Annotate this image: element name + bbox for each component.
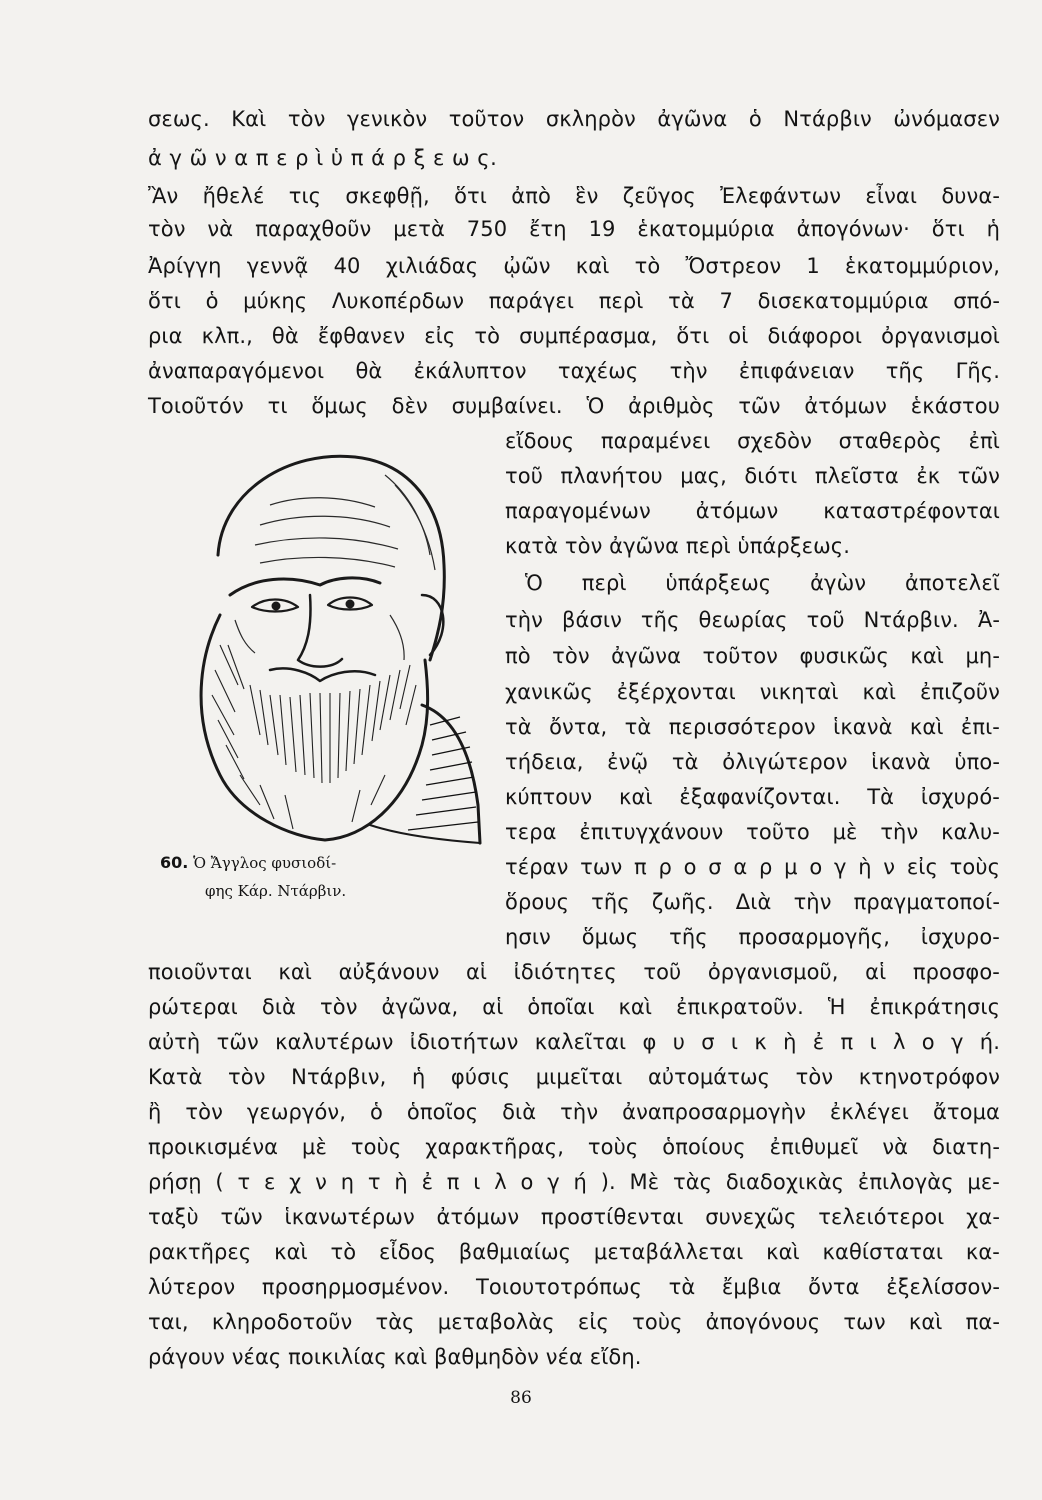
text-line: αὐτὴ τῶν καλυτέρων ἰδιοτήτων καλεῖται φ υ σ ι κ ὴ ἐ π ι λ ο γ ή. bbox=[148, 1030, 1000, 1054]
text-line: πὸ τὸν ἀγῶνα τοῦτον φυσικῶς καὶ μη- bbox=[505, 644, 1000, 668]
page-number: 86 bbox=[510, 1388, 532, 1408]
text-line: ἀ γ ῶ ν α π ε ρ ὶ ὑ π ά ρ ξ ε ω ς. bbox=[148, 146, 498, 170]
text-line: Ἂν ἤθελέ τις σκεφθῇ, ὅτι ἀπὸ ἓν ζεῦγος Ἐλεφάντων εἶναι δυνα- bbox=[148, 184, 1000, 208]
text-line: ἢ τὸν γεωργόν, ὁ ὁποῖος διὰ τὴν ἀναπροσαρμογὴν ἐκλέγει ἄτομα bbox=[148, 1100, 1000, 1124]
text-line: τέραν των π ρ ο σ α ρ μ ο γ ὴ ν εἰς τοὺς bbox=[505, 855, 1000, 879]
text-line: τὴν βάσιν τῆς θεωρίας τοῦ Ντάρβιν. Ἀ- bbox=[505, 608, 1000, 632]
text-line: Τοιοῦτόν τι ὅμως δὲν συμβαίνει. Ὁ ἀριθμὸς τῶν ἀτόμων ἑκάστου bbox=[148, 394, 1000, 418]
text-line: ρώτεραι διὰ τὸν ἀγῶνα, αἱ ὁποῖαι καὶ ἐπικρατοῦν. Ἡ ἐπικράτησις bbox=[148, 995, 1000, 1019]
text-line: Ὁ περὶ ὑπάρξεως ἀγὼν ἀποτελεῖ bbox=[525, 571, 1000, 595]
text-line: σεως. Καὶ τὸν γενικὸν τοῦτον σκληρὸν ἀγῶνα ὁ Ντάρβιν ὠνόμασεν bbox=[148, 107, 1000, 131]
text-line: ὅρους τῆς ζωῆς. Διὰ τὴν πραγματοποί- bbox=[505, 890, 1000, 914]
text-line: κατὰ τὸν ἀγῶνα περὶ ὑπάρξεως. bbox=[505, 534, 851, 558]
text-line: ταξὺ τῶν ἱκανωτέρων ἀτόμων προστίθενται συνεχῶς τελειότεροι χα- bbox=[148, 1205, 1000, 1229]
text-line: εἴδους παραμένει σχεδὸν σταθερὸς ἐπὶ bbox=[505, 429, 1000, 453]
text-line: τὰ ὄντα, τὰ περισσότερον ἱκανὰ καὶ ἐπι- bbox=[505, 715, 1000, 739]
text-line: προικισμένα μὲ τοὺς χαρακτῆρας, τοὺς ὁποίους ἐπιθυμεῖ νὰ διατη- bbox=[148, 1135, 1000, 1159]
text-line: τὸν νὰ παραχθοῦν μετὰ 750 ἔτη 19 ἑκατομμύρια ἀπογόνων· ὅτι ἡ bbox=[148, 217, 1000, 241]
text-line: ὅτι ὁ μύκης Λυκοπέρδων παράγει περὶ τὰ 7 δισεκατομμύρια σπό- bbox=[148, 289, 1000, 313]
darwin-portrait bbox=[160, 445, 485, 845]
text-line: ρια κλπ., θὰ ἔφθανεν εἰς τὸ συμπέρασμα, ὅτι οἱ διάφοροι ὀργανισμοὶ bbox=[148, 324, 1000, 348]
text-line: ησιν ὅμως τῆς προσαρμογῆς, ἰσχυρο- bbox=[505, 925, 1000, 949]
text-line: ράγουν νέας ποικιλίας καὶ βαθμηδὸν νέα εἴδη. bbox=[148, 1345, 642, 1369]
text-line: τοῦ πλανήτου μας, διότι πλεῖστα ἐκ τῶν bbox=[505, 464, 1000, 488]
figure-caption-line: φης Κάρ. Ντάρβιν. bbox=[205, 882, 347, 900]
text-line: χανικῶς ἐξέρχονται νικηταὶ καὶ ἐπιζοῦν bbox=[505, 680, 1000, 704]
text-line: Κατὰ τὸν Ντάρβιν, ἡ φύσις μιμεῖται αὐτομάτως τὸν κτηνοτρόφον bbox=[148, 1065, 1000, 1089]
text-line: ται, κληροδοτοῦν τὰς μεταβολὰς εἰς τοὺς ἀπογόνους των καὶ πα- bbox=[148, 1310, 1000, 1334]
figure-caption-text: Ὁ Ἄγγλος φυσιοδί- bbox=[193, 854, 337, 872]
text-line: ἀναπαραγόμενοι θὰ ἐκάλυπτον ταχέως τὴν ἐπιφάνειαν τῆς Γῆς. bbox=[148, 359, 1000, 383]
text-line: παραγομένων ἀτόμων καταστρέφονται bbox=[505, 499, 1000, 523]
text-line: ρήσῃ ( τ ε χ ν η τ ὴ ἐ π ι λ ο γ ή ). Μὲ τὰς διαδοχικὰς ἐπιλογὰς με- bbox=[148, 1170, 1000, 1194]
text-line: Ἀρίγγη γεννᾷ 40 χιλιάδας ᾠῶν καὶ τὸ Ὄστρεον 1 ἑκατομμύριον, bbox=[148, 254, 1000, 278]
figure-caption-line bbox=[160, 850, 336, 876]
text-line: ρακτῆρες καὶ τὸ εἶδος βαθμιαίως μεταβάλλεται καὶ καθίσταται κα- bbox=[148, 1240, 1000, 1264]
text-line: ποιοῦνται καὶ αὐξάνουν αἱ ἰδιότητες τοῦ ὀργανισμοῦ, αἱ προσφο- bbox=[148, 960, 1000, 984]
text-line: τήδεια, ἐνῷ τὰ ὀλιγώτερον ἱκανὰ ὑπο- bbox=[505, 750, 1000, 774]
figure-number: 60. bbox=[160, 853, 189, 872]
text-line: τερα ἐπιτυγχάνουν τοῦτο μὲ τὴν καλυ- bbox=[505, 820, 1000, 844]
text-line: λύτερον προσηρμοσμένον. Τοιουτοτρόπως τὰ ἔμβια ὄντα ἐξελίσσον- bbox=[148, 1275, 1000, 1299]
text-line: κύπτουν καὶ ἐξαφανίζονται. Τὰ ἰσχυρό- bbox=[505, 785, 1000, 809]
